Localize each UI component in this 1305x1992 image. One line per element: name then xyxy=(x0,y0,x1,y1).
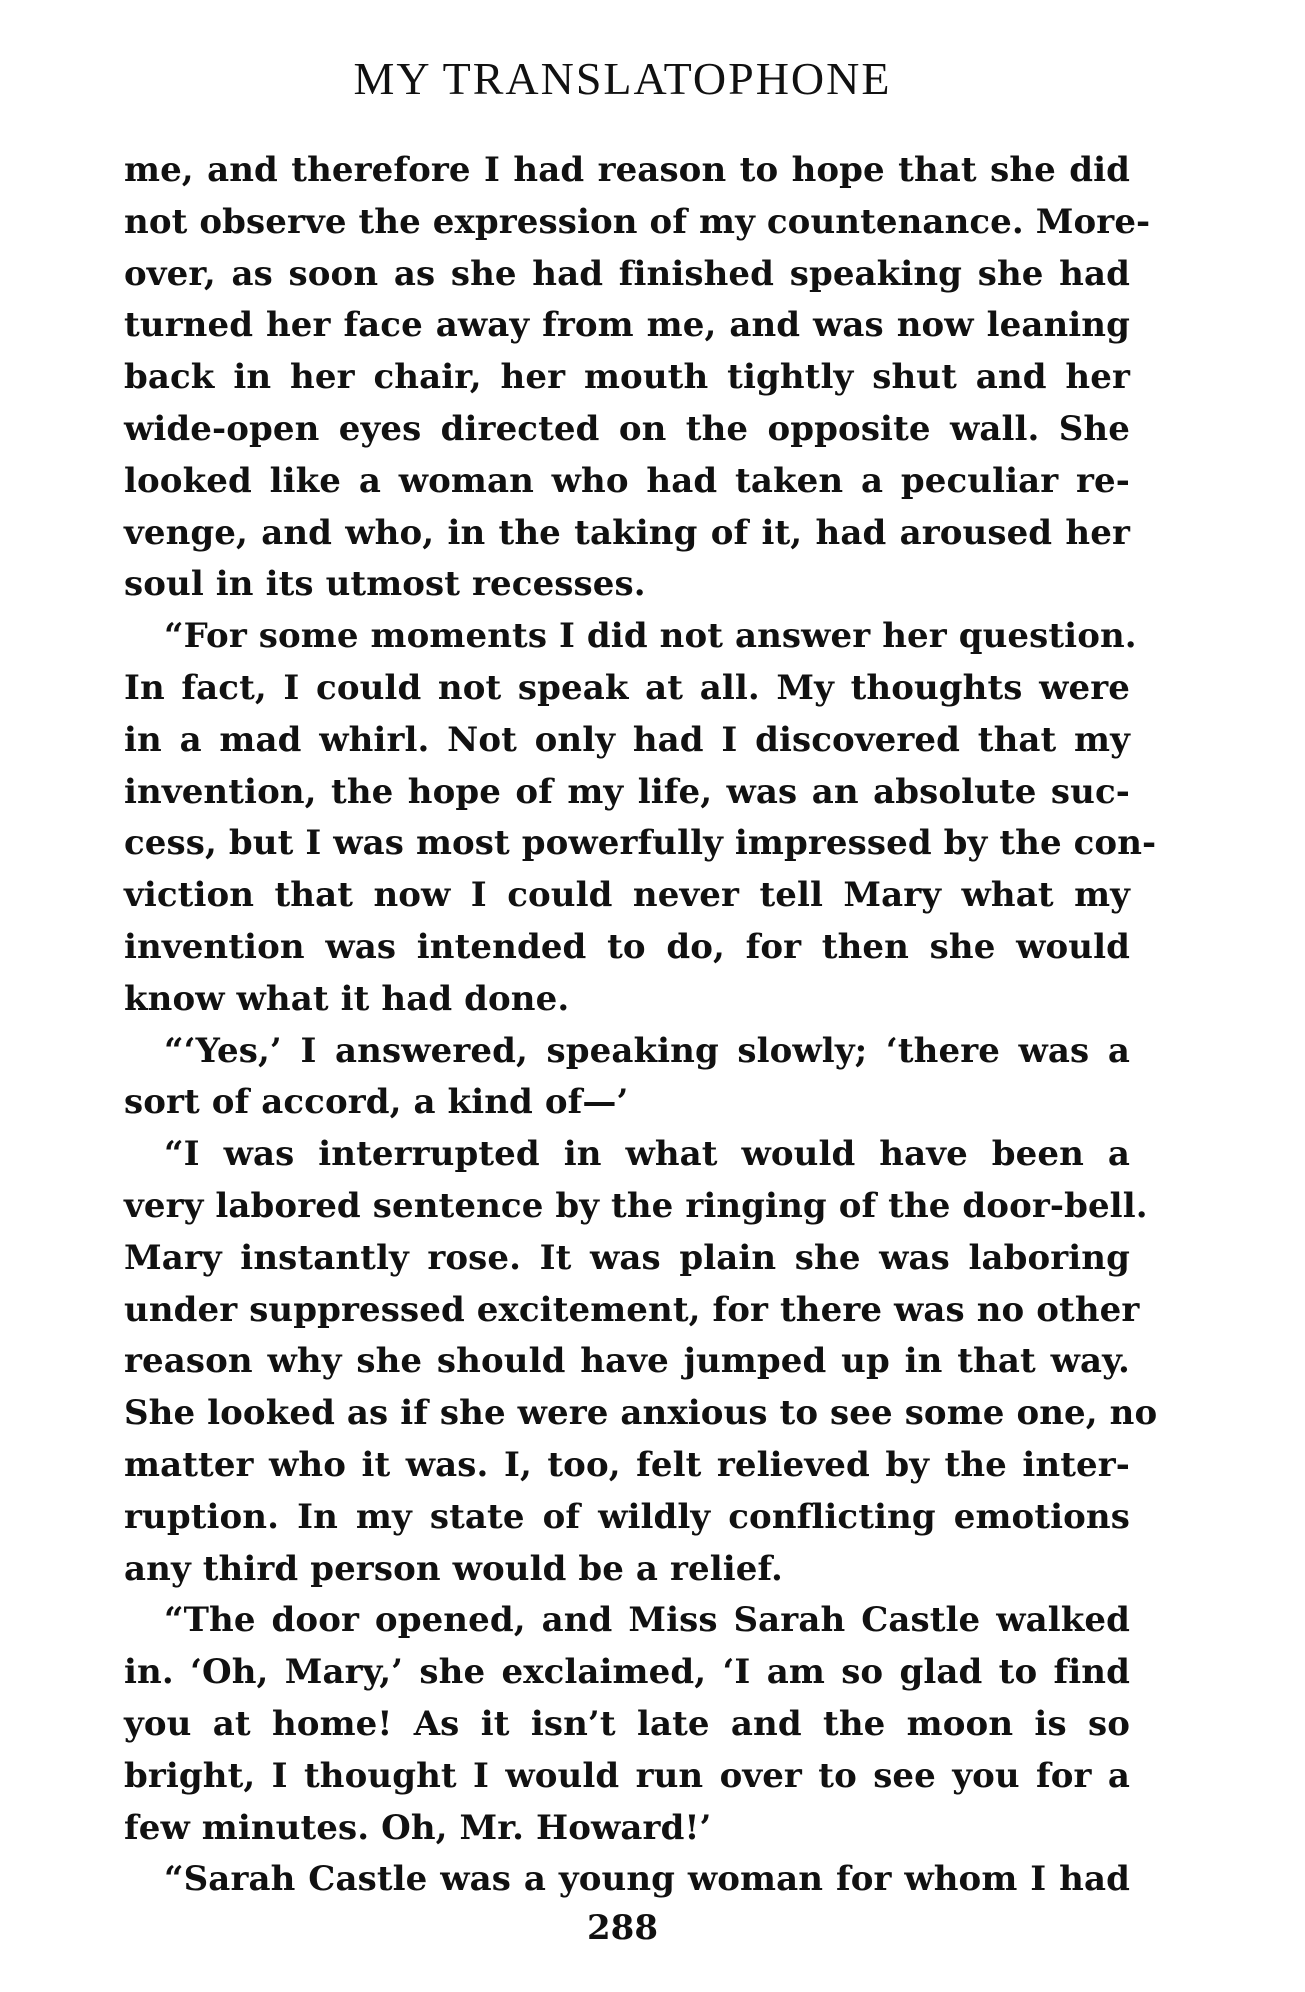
text-line: In fact, I could not speak at all. My thoughts were xyxy=(124,667,1130,708)
text-line: looked like a woman who had taken a peculiar re- xyxy=(124,460,1130,501)
text-line: bright, I thought I would run over to see you for a xyxy=(124,1755,1130,1796)
text-line: in. ‘Oh, Mary,’ she exclaimed, ‘I am so glad to find xyxy=(124,1652,1130,1693)
text-line: over, as soon as she had finished speaking she had xyxy=(124,253,1130,294)
text-line: venge, and who, in the taking of it, had aroused her xyxy=(124,512,1130,553)
text-line: “‘Yes,’ I answered, speaking slowly; ‘there was a xyxy=(164,1030,1130,1071)
text-line: not observe the expression of my countenance. More- xyxy=(124,201,1151,242)
text-line: ruption. In my state of wildly conflicting emotions xyxy=(124,1496,1130,1537)
text-line: “I was interrupted in what would have been a xyxy=(164,1134,1130,1175)
text-line: She looked as if she were anxious to see some one, no xyxy=(124,1393,1158,1434)
text-line: wide-open eyes directed on the opposite wall. She xyxy=(124,408,1130,449)
text-line: me, and therefore I had reason to hope that she did xyxy=(124,150,1130,190)
text-line: reason why she should have jumped up in that way. xyxy=(124,1341,1130,1382)
text-line: you at home! As it isn’t late and the moon is so xyxy=(124,1703,1130,1744)
text-line: under suppressed excitement, for there was no other xyxy=(124,1289,1140,1330)
text-line: matter who it was. I, too, felt relieved by the inter- xyxy=(124,1444,1130,1485)
text-line: Mary instantly rose. It was plain she was laboring xyxy=(124,1237,1130,1278)
text-line: back in her chair, her mouth tightly shut and her xyxy=(124,357,1130,398)
page-number: 288 xyxy=(587,1908,658,1948)
body-text xyxy=(124,145,1158,1906)
text-line: very labored sentence by the ringing of the door-bell. xyxy=(124,1185,1148,1226)
text-line: “For some moments I did not answer her question. xyxy=(164,616,1137,657)
text-line: know what it had done. xyxy=(124,978,570,1019)
running-title: MY TRANSLATOPHONE xyxy=(353,53,892,104)
text-line: “The door opened, and Miss Sarah Castle walked xyxy=(164,1600,1130,1641)
text-line: any third person would be a relief. xyxy=(124,1548,783,1589)
text-line: invention was intended to do, for then she would xyxy=(124,926,1130,967)
text-line: cess, but I was most powerfully impressed by the con- xyxy=(124,823,1157,864)
text-line: few minutes. Oh, Mr. Howard!’ xyxy=(124,1807,712,1848)
text-line: soul in its utmost recesses. xyxy=(124,564,646,605)
text-line: in a mad whirl. Not only had I discovered that my xyxy=(124,719,1130,760)
text-line: invention, the hope of my life, was an absolute suc- xyxy=(124,771,1130,812)
text-line: sort of accord, a kind of—’ xyxy=(124,1082,629,1123)
text-line: viction that now I could never tell Mary what my xyxy=(124,875,1130,916)
text-line: “Sarah Castle was a young woman for whom I had xyxy=(164,1859,1130,1900)
text-line: turned her face away from me, and was now leaning xyxy=(124,305,1130,346)
